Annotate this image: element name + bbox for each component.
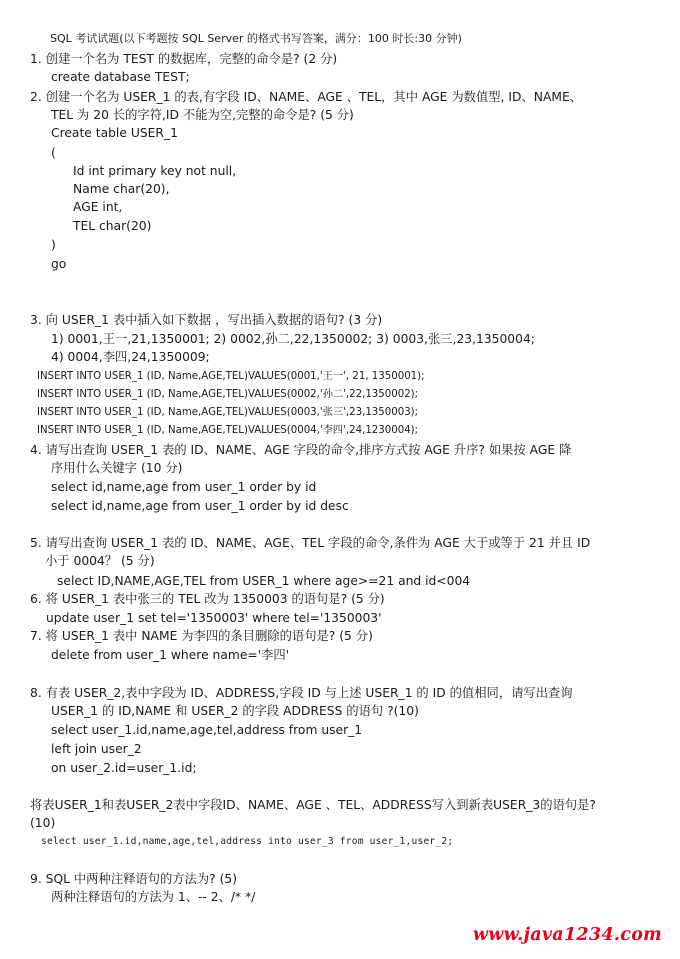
answer-2-line: Name char(20), (73, 182, 170, 196)
question-3-data-row: 4) 0004,李四,24,1350009; (51, 350, 210, 364)
answer-3-insert: INSERT INTO USER_1 (ID, Name,AGE,TEL)VALUES(0002,'孙二',22,1350002); (37, 389, 419, 400)
watermark: www.java1234.com (472, 925, 662, 945)
answer-3-insert: INSERT INTO USER_1 (ID, Name,AGE,TEL)VALUES(0001,'王一', 21, 1350001); (37, 371, 425, 382)
question-extra-line-2: (10) (30, 816, 56, 830)
answer-9: 两种注释语句的方法为 1、-- 2、/* */ (51, 890, 256, 904)
answer-extra: select user_1.id,name,age,tel,address into user_3 from user_1,user_2; (41, 836, 454, 847)
question-3-data-row: 1) 0001,王一,21,1350001; 2) 0002,孙二,22,1350002; 3) 0003,张三,23,1350004; (51, 332, 535, 346)
question-2-line-1: 2. 创建一个名为 USER_1 的表,有字段 ID、NAME、AGE 、TEL，其中 AGE 为数值型, ID、NAME、 (30, 90, 583, 104)
question-2-line-2: TEL 为 20 长的字符,ID 不能为空,完整的命令是? (5 分) (51, 108, 354, 122)
answer-3-insert: INSERT INTO USER_1 (ID, Name,AGE,TEL)VALUES(0004,'李四',24,1230004); (37, 425, 419, 436)
answer-8-line: select user_1.id,name,age,tel,address from user_1 (51, 723, 363, 737)
question-1: 1. 创建一个名为 TEST 的数据库，完整的命令是? (2 分) (30, 52, 338, 66)
answer-2-line: go (51, 257, 67, 271)
question-8-line-2: USER_1 的 ID,NAME 和 USER_2 的字段 ADDRESS 的语句 ?(10) (51, 704, 419, 718)
question-5-line-2: 小于 0004？ (5 分) (45, 554, 155, 568)
answer-2-line: ) (51, 238, 56, 252)
answer-2-line: Create table USER_1 (51, 126, 178, 140)
question-4-line-1: 4. 请写出查询 USER_1 表的 ID、NAME、AGE 字段的命令,排序方式按 AGE 升序? 如果按 AGE 降 (30, 443, 572, 457)
question-extra-line-1: 将表USER_1和表USER_2表中字段ID、NAME、AGE 、TEL、ADDRESS写入到新表USER_3的语句是? (30, 798, 596, 812)
question-9: 9. SQL 中两种注释语句的方法为? (5) (30, 872, 238, 886)
answer-2-line: Id int primary key not null, (73, 164, 237, 178)
answer-1: create database TEST; (51, 70, 190, 84)
answer-2-line: ( (51, 146, 56, 160)
answer-2-line: AGE int, (73, 200, 123, 214)
answer-7: delete from user_1 where name='李四' (51, 648, 290, 662)
question-7: 7. 将 USER_1 表中 NAME 为李四的条目删除的语句是? (5 分) (30, 629, 373, 643)
answer-8-line: left join user_2 (51, 742, 142, 756)
question-8-line-1: 8. 有表 USER_2,表中字段为 ID、ADDRESS,字段 ID 与上述 USER_1 的 ID 的值相同，请写出查询 (30, 686, 573, 700)
answer-2-line: TEL char(20) (73, 219, 152, 233)
answer-4-line: select id,name,age from user_1 order by id desc (51, 499, 349, 513)
answer-6: update user_1 set tel='1350003' where tel='1350003' (46, 611, 382, 625)
question-4-line-2: 序用什么关键字 (10 分) (51, 461, 183, 475)
answer-8-line: on user_2.id=user_1.id; (51, 761, 197, 775)
question-3: 3. 向 USER_1 表中插入如下数据 ，写出插入数据的语句? (3 分) (30, 313, 383, 327)
answer-4-line: select id,name,age from user_1 order by id (51, 480, 317, 494)
question-5-line-1: 5. 请写出查询 USER_1 表的 ID、NAME、AGE、TEL 字段的命令,条件为 AGE 大于或等于 21 并且 ID (30, 536, 591, 550)
page-header: SQL 考试试题(以下考题按 SQL Server 的格式书写答案，满分：100 时长:30 分钟) (50, 32, 462, 45)
question-6: 6. 将 USER_1 表中张三的 TEL 改为 1350003 的语句是? (5 分) (30, 592, 385, 606)
answer-5: select ID,NAME,AGE,TEL from USER_1 where age>=21 and id<004 (57, 574, 471, 588)
answer-3-insert: INSERT INTO USER_1 (ID, Name,AGE,TEL)VALUES(0003,'张三',23,1350003); (37, 407, 419, 418)
